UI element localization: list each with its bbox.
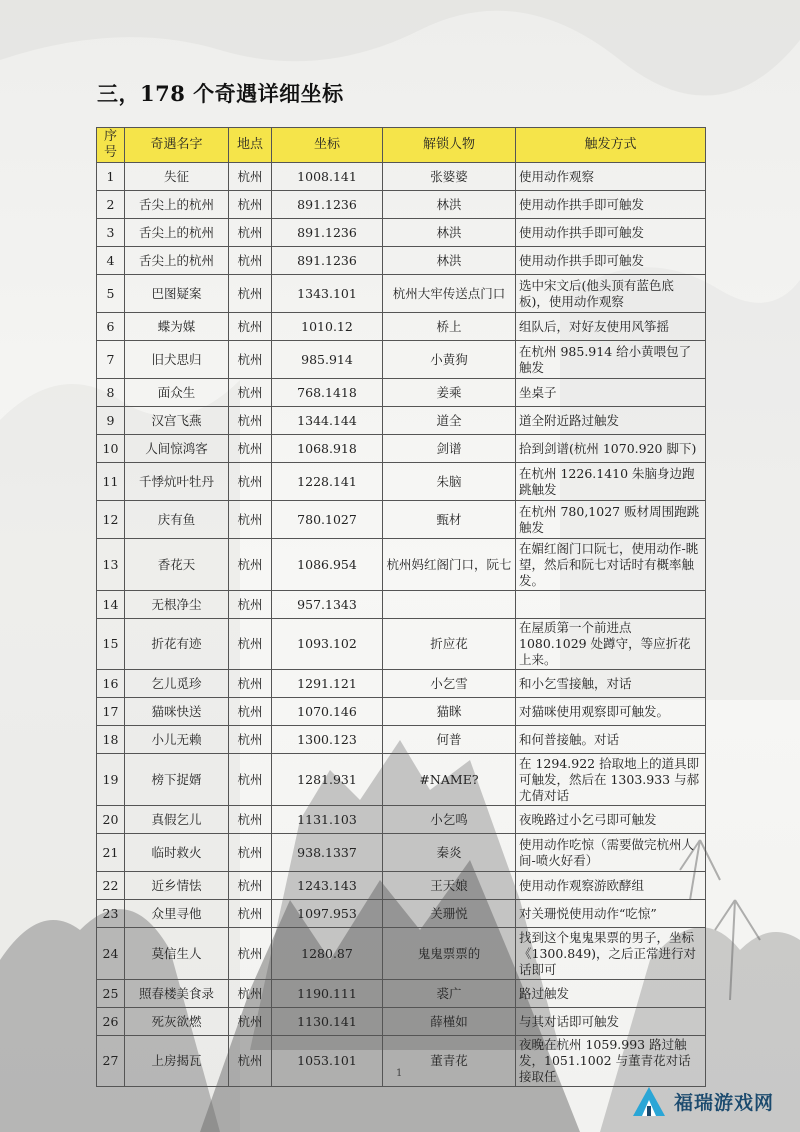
encounter-name: 莫信生人 bbox=[125, 928, 229, 980]
table-row bbox=[97, 463, 706, 501]
column-header-location: 地点 bbox=[229, 128, 272, 163]
coordinates: 1280.87 bbox=[272, 928, 383, 980]
location: 杭州 bbox=[229, 754, 272, 806]
coordinates: 1053.101 bbox=[272, 1036, 383, 1087]
encounter-name: 人间惊鸿客 bbox=[125, 435, 229, 463]
coordinates: 780.1027 bbox=[272, 501, 383, 539]
trigger-method: 在杭州 1226.1410 朱脑身边跑跳触发 bbox=[516, 463, 706, 501]
encounter-name: 舌尖上的杭州 bbox=[125, 191, 229, 219]
unlock-npc: 鬼鬼票票的 bbox=[383, 928, 516, 980]
table-row bbox=[97, 379, 706, 407]
trigger-method: 对猫咪使用观察即可触发。 bbox=[516, 698, 706, 726]
location: 杭州 bbox=[229, 539, 272, 591]
coordinates: 1291.121 bbox=[272, 670, 383, 698]
row-number: 2 bbox=[97, 191, 125, 219]
unlock-npc: 小乞鸣 bbox=[383, 806, 516, 834]
table-row bbox=[97, 900, 706, 928]
trigger-method: 夜晚在杭州 1059.993 路过触发，1051.1002 与董青花对话接取任 bbox=[516, 1036, 706, 1087]
unlock-npc: 何普 bbox=[383, 726, 516, 754]
unlock-npc: 姜乘 bbox=[383, 379, 516, 407]
trigger-method: 组队后，对好友使用风筝摇 bbox=[516, 313, 706, 341]
trigger-method: 夜晚路过小乞弓即可触发 bbox=[516, 806, 706, 834]
unlock-npc: 杭州大牢传送点门口 bbox=[383, 275, 516, 313]
unlock-npc: 猫眯 bbox=[383, 698, 516, 726]
row-number: 5 bbox=[97, 275, 125, 313]
trigger-method: 拾到剑谱(杭州 1070.920 脚下) bbox=[516, 435, 706, 463]
table-row bbox=[97, 313, 706, 341]
coordinates: 1097.953 bbox=[272, 900, 383, 928]
coordinates: 1093.102 bbox=[272, 619, 383, 670]
row-number: 25 bbox=[97, 980, 125, 1008]
column-header-trigger: 触发方式 bbox=[516, 128, 706, 163]
encounter-name: 众里寻他 bbox=[125, 900, 229, 928]
table-row bbox=[97, 191, 706, 219]
brand-logo-icon bbox=[630, 1084, 668, 1118]
coordinates: 891.1236 bbox=[272, 247, 383, 275]
watermark-text: 福瑞游戏网 bbox=[674, 1091, 775, 1114]
location: 杭州 bbox=[229, 726, 272, 754]
trigger-method: 在屋质第一个前进点 1080.1029 处蹲守，等应折花上来。 bbox=[516, 619, 706, 670]
row-number: 8 bbox=[97, 379, 125, 407]
table-row bbox=[97, 698, 706, 726]
coordinates: 1243.143 bbox=[272, 872, 383, 900]
trigger-method: 和何普接触。对话 bbox=[516, 726, 706, 754]
unlock-npc bbox=[383, 591, 516, 619]
unlock-npc: 道全 bbox=[383, 407, 516, 435]
unlock-npc: 杭州妈红阁门口，阮七 bbox=[383, 539, 516, 591]
column-header-name: 奇遇名字 bbox=[125, 128, 229, 163]
location: 杭州 bbox=[229, 619, 272, 670]
coordinates: 957.1343 bbox=[272, 591, 383, 619]
encounter-name: 上房揭瓦 bbox=[125, 1036, 229, 1087]
encounter-name: 无根净尘 bbox=[125, 591, 229, 619]
trigger-method: 坐桌子 bbox=[516, 379, 706, 407]
table-row bbox=[97, 754, 706, 806]
unlock-npc: 张婆婆 bbox=[383, 163, 516, 191]
table-row bbox=[97, 163, 706, 191]
coordinates: 1300.123 bbox=[272, 726, 383, 754]
location: 杭州 bbox=[229, 501, 272, 539]
unlock-npc: 林洪 bbox=[383, 219, 516, 247]
location: 杭州 bbox=[229, 1008, 272, 1036]
encounter-name: 千悸炕叶牡丹 bbox=[125, 463, 229, 501]
location: 杭州 bbox=[229, 163, 272, 191]
encounter-name: 猫咪快送 bbox=[125, 698, 229, 726]
encounter-name: 庆有鱼 bbox=[125, 501, 229, 539]
row-number: 16 bbox=[97, 670, 125, 698]
coordinates: 1281.931 bbox=[272, 754, 383, 806]
unlock-npc: 林洪 bbox=[383, 191, 516, 219]
trigger-method: 路过触发 bbox=[516, 980, 706, 1008]
coordinates: 985.914 bbox=[272, 341, 383, 379]
row-number: 21 bbox=[97, 834, 125, 872]
column-header-number: 序号 bbox=[97, 128, 125, 163]
table-row bbox=[97, 407, 706, 435]
site-watermark bbox=[630, 1084, 774, 1118]
coordinates: 1068.918 bbox=[272, 435, 383, 463]
table-row bbox=[97, 806, 706, 834]
trigger-method: 使用动作观察游欧酵组 bbox=[516, 872, 706, 900]
encounter-name: 汉宫飞燕 bbox=[125, 407, 229, 435]
table-row bbox=[97, 341, 706, 379]
location: 杭州 bbox=[229, 872, 272, 900]
trigger-method: 找到这个鬼鬼果票的男子，坐标《1300.849)，之后正常进行对话即可 bbox=[516, 928, 706, 980]
trigger-method: 对关珊悦使用动作“吃惊” bbox=[516, 900, 706, 928]
location: 杭州 bbox=[229, 900, 272, 928]
table-row bbox=[97, 275, 706, 313]
row-number: 4 bbox=[97, 247, 125, 275]
table-row bbox=[97, 928, 706, 980]
row-number: 22 bbox=[97, 872, 125, 900]
table-row bbox=[97, 435, 706, 463]
coordinates: 768.1418 bbox=[272, 379, 383, 407]
table-row bbox=[97, 670, 706, 698]
trigger-method: 使用动作吃惊（需要做完杭州人间-喷火好看） bbox=[516, 834, 706, 872]
encounter-name: 小儿无赖 bbox=[125, 726, 229, 754]
encounter-name: 香花天 bbox=[125, 539, 229, 591]
row-number: 6 bbox=[97, 313, 125, 341]
unlock-npc: 桥上 bbox=[383, 313, 516, 341]
unlock-npc: 秦炎 bbox=[383, 834, 516, 872]
trigger-method: 选中宋文后(他头顶有蓝色底板)，使用动作观察 bbox=[516, 275, 706, 313]
table-row bbox=[97, 834, 706, 872]
encounter-name: 死灰欲燃 bbox=[125, 1008, 229, 1036]
unlock-npc: 小黄狗 bbox=[383, 341, 516, 379]
trigger-method: 在媚红阁门口阮七，使用动作-眺望，然后和阮七对话时有概率触发。 bbox=[516, 539, 706, 591]
location: 杭州 bbox=[229, 379, 272, 407]
encounter-table bbox=[96, 127, 706, 1087]
section-heading: 三，178 个奇遇详细坐标 bbox=[97, 81, 344, 106]
row-number: 7 bbox=[97, 341, 125, 379]
location: 杭州 bbox=[229, 191, 272, 219]
row-number: 23 bbox=[97, 900, 125, 928]
location: 杭州 bbox=[229, 313, 272, 341]
unlock-npc: 朱脑 bbox=[383, 463, 516, 501]
trigger-method: 使用动作拱手即可触发 bbox=[516, 247, 706, 275]
encounter-name: 舌尖上的杭州 bbox=[125, 219, 229, 247]
page-number: 1 bbox=[396, 1068, 403, 1079]
trigger-method: 在杭州 985.914 给小黄喂包了触发 bbox=[516, 341, 706, 379]
trigger-method: 在杭州 780,1027 贩材周围跑跳触发 bbox=[516, 501, 706, 539]
unlock-npc: 关珊悦 bbox=[383, 900, 516, 928]
location: 杭州 bbox=[229, 435, 272, 463]
encounter-name: 临时救火 bbox=[125, 834, 229, 872]
coordinates: 1190.111 bbox=[272, 980, 383, 1008]
row-number: 3 bbox=[97, 219, 125, 247]
encounter-name: 蝶为媒 bbox=[125, 313, 229, 341]
location: 杭州 bbox=[229, 219, 272, 247]
trigger-method bbox=[516, 591, 706, 619]
unlock-npc: 小乞雪 bbox=[383, 670, 516, 698]
location: 杭州 bbox=[229, 698, 272, 726]
location: 杭州 bbox=[229, 591, 272, 619]
column-header-coordinates: 坐标 bbox=[272, 128, 383, 163]
row-number: 11 bbox=[97, 463, 125, 501]
coordinates: 1130.141 bbox=[272, 1008, 383, 1036]
table-row bbox=[97, 1008, 706, 1036]
coordinates: 1228.141 bbox=[272, 463, 383, 501]
encounter-name: 乞儿觅珍 bbox=[125, 670, 229, 698]
trigger-method: 使用动作拱手即可触发 bbox=[516, 219, 706, 247]
location: 杭州 bbox=[229, 806, 272, 834]
coordinates: 1344.144 bbox=[272, 407, 383, 435]
trigger-method: 与其对话即可触发 bbox=[516, 1008, 706, 1036]
table-row bbox=[97, 247, 706, 275]
encounter-name: 巴图疑案 bbox=[125, 275, 229, 313]
location: 杭州 bbox=[229, 247, 272, 275]
unlock-npc: 折应花 bbox=[383, 619, 516, 670]
unlock-npc: 裘广 bbox=[383, 980, 516, 1008]
unlock-npc: 剑谱 bbox=[383, 435, 516, 463]
table-row bbox=[97, 539, 706, 591]
table-row bbox=[97, 591, 706, 619]
unlock-npc: 林洪 bbox=[383, 247, 516, 275]
column-header-npc: 解锁人物 bbox=[383, 128, 516, 163]
row-number: 19 bbox=[97, 754, 125, 806]
trigger-method: 使用动作拱手即可触发 bbox=[516, 191, 706, 219]
coordinates: 938.1337 bbox=[272, 834, 383, 872]
table-row bbox=[97, 872, 706, 900]
row-number: 9 bbox=[97, 407, 125, 435]
trigger-method: 和小乞雪接触，对话 bbox=[516, 670, 706, 698]
encounter-name: 榜下捉婿 bbox=[125, 754, 229, 806]
table-row bbox=[97, 501, 706, 539]
encounter-name: 舌尖上的杭州 bbox=[125, 247, 229, 275]
location: 杭州 bbox=[229, 407, 272, 435]
location: 杭州 bbox=[229, 1036, 272, 1087]
unlock-npc: 甄材 bbox=[383, 501, 516, 539]
coordinates: 891.1236 bbox=[272, 191, 383, 219]
trigger-method: 在 1294.922 拾取地上的道具即可触发，然后在 1303.933 与郝尤倩对话 bbox=[516, 754, 706, 806]
unlock-npc: 王天娘 bbox=[383, 872, 516, 900]
location: 杭州 bbox=[229, 341, 272, 379]
trigger-method: 道全附近路过触发 bbox=[516, 407, 706, 435]
row-number: 26 bbox=[97, 1008, 125, 1036]
row-number: 24 bbox=[97, 928, 125, 980]
row-number: 17 bbox=[97, 698, 125, 726]
coordinates: 1086.954 bbox=[272, 539, 383, 591]
table-row bbox=[97, 726, 706, 754]
row-number: 15 bbox=[97, 619, 125, 670]
row-number: 10 bbox=[97, 435, 125, 463]
encounter-name: 面众生 bbox=[125, 379, 229, 407]
unlock-npc: 薛槿如 bbox=[383, 1008, 516, 1036]
location: 杭州 bbox=[229, 463, 272, 501]
unlock-npc: #NAME? bbox=[383, 754, 516, 806]
trigger-method: 使用动作观察 bbox=[516, 163, 706, 191]
row-number: 12 bbox=[97, 501, 125, 539]
location: 杭州 bbox=[229, 834, 272, 872]
coordinates: 1343.101 bbox=[272, 275, 383, 313]
row-number: 1 bbox=[97, 163, 125, 191]
table-row bbox=[97, 980, 706, 1008]
encounter-name: 真假乞儿 bbox=[125, 806, 229, 834]
unlock-npc: 董青花 bbox=[383, 1036, 516, 1087]
table-row bbox=[97, 219, 706, 247]
encounter-name: 近乡情怯 bbox=[125, 872, 229, 900]
coordinates: 1010.12 bbox=[272, 313, 383, 341]
encounter-name: 照春楼美食录 bbox=[125, 980, 229, 1008]
table-row bbox=[97, 619, 706, 670]
row-number: 14 bbox=[97, 591, 125, 619]
location: 杭州 bbox=[229, 670, 272, 698]
coordinates: 1131.103 bbox=[272, 806, 383, 834]
coordinates: 1070.146 bbox=[272, 698, 383, 726]
table-header-row bbox=[97, 128, 706, 163]
row-number: 18 bbox=[97, 726, 125, 754]
row-number: 27 bbox=[97, 1036, 125, 1087]
encounter-name: 失征 bbox=[125, 163, 229, 191]
row-number: 20 bbox=[97, 806, 125, 834]
coordinates: 891.1236 bbox=[272, 219, 383, 247]
location: 杭州 bbox=[229, 980, 272, 1008]
location: 杭州 bbox=[229, 275, 272, 313]
encounter-name: 旧犬思归 bbox=[125, 341, 229, 379]
row-number: 13 bbox=[97, 539, 125, 591]
coordinates: 1008.141 bbox=[272, 163, 383, 191]
encounter-name: 折花有迹 bbox=[125, 619, 229, 670]
location: 杭州 bbox=[229, 928, 272, 980]
